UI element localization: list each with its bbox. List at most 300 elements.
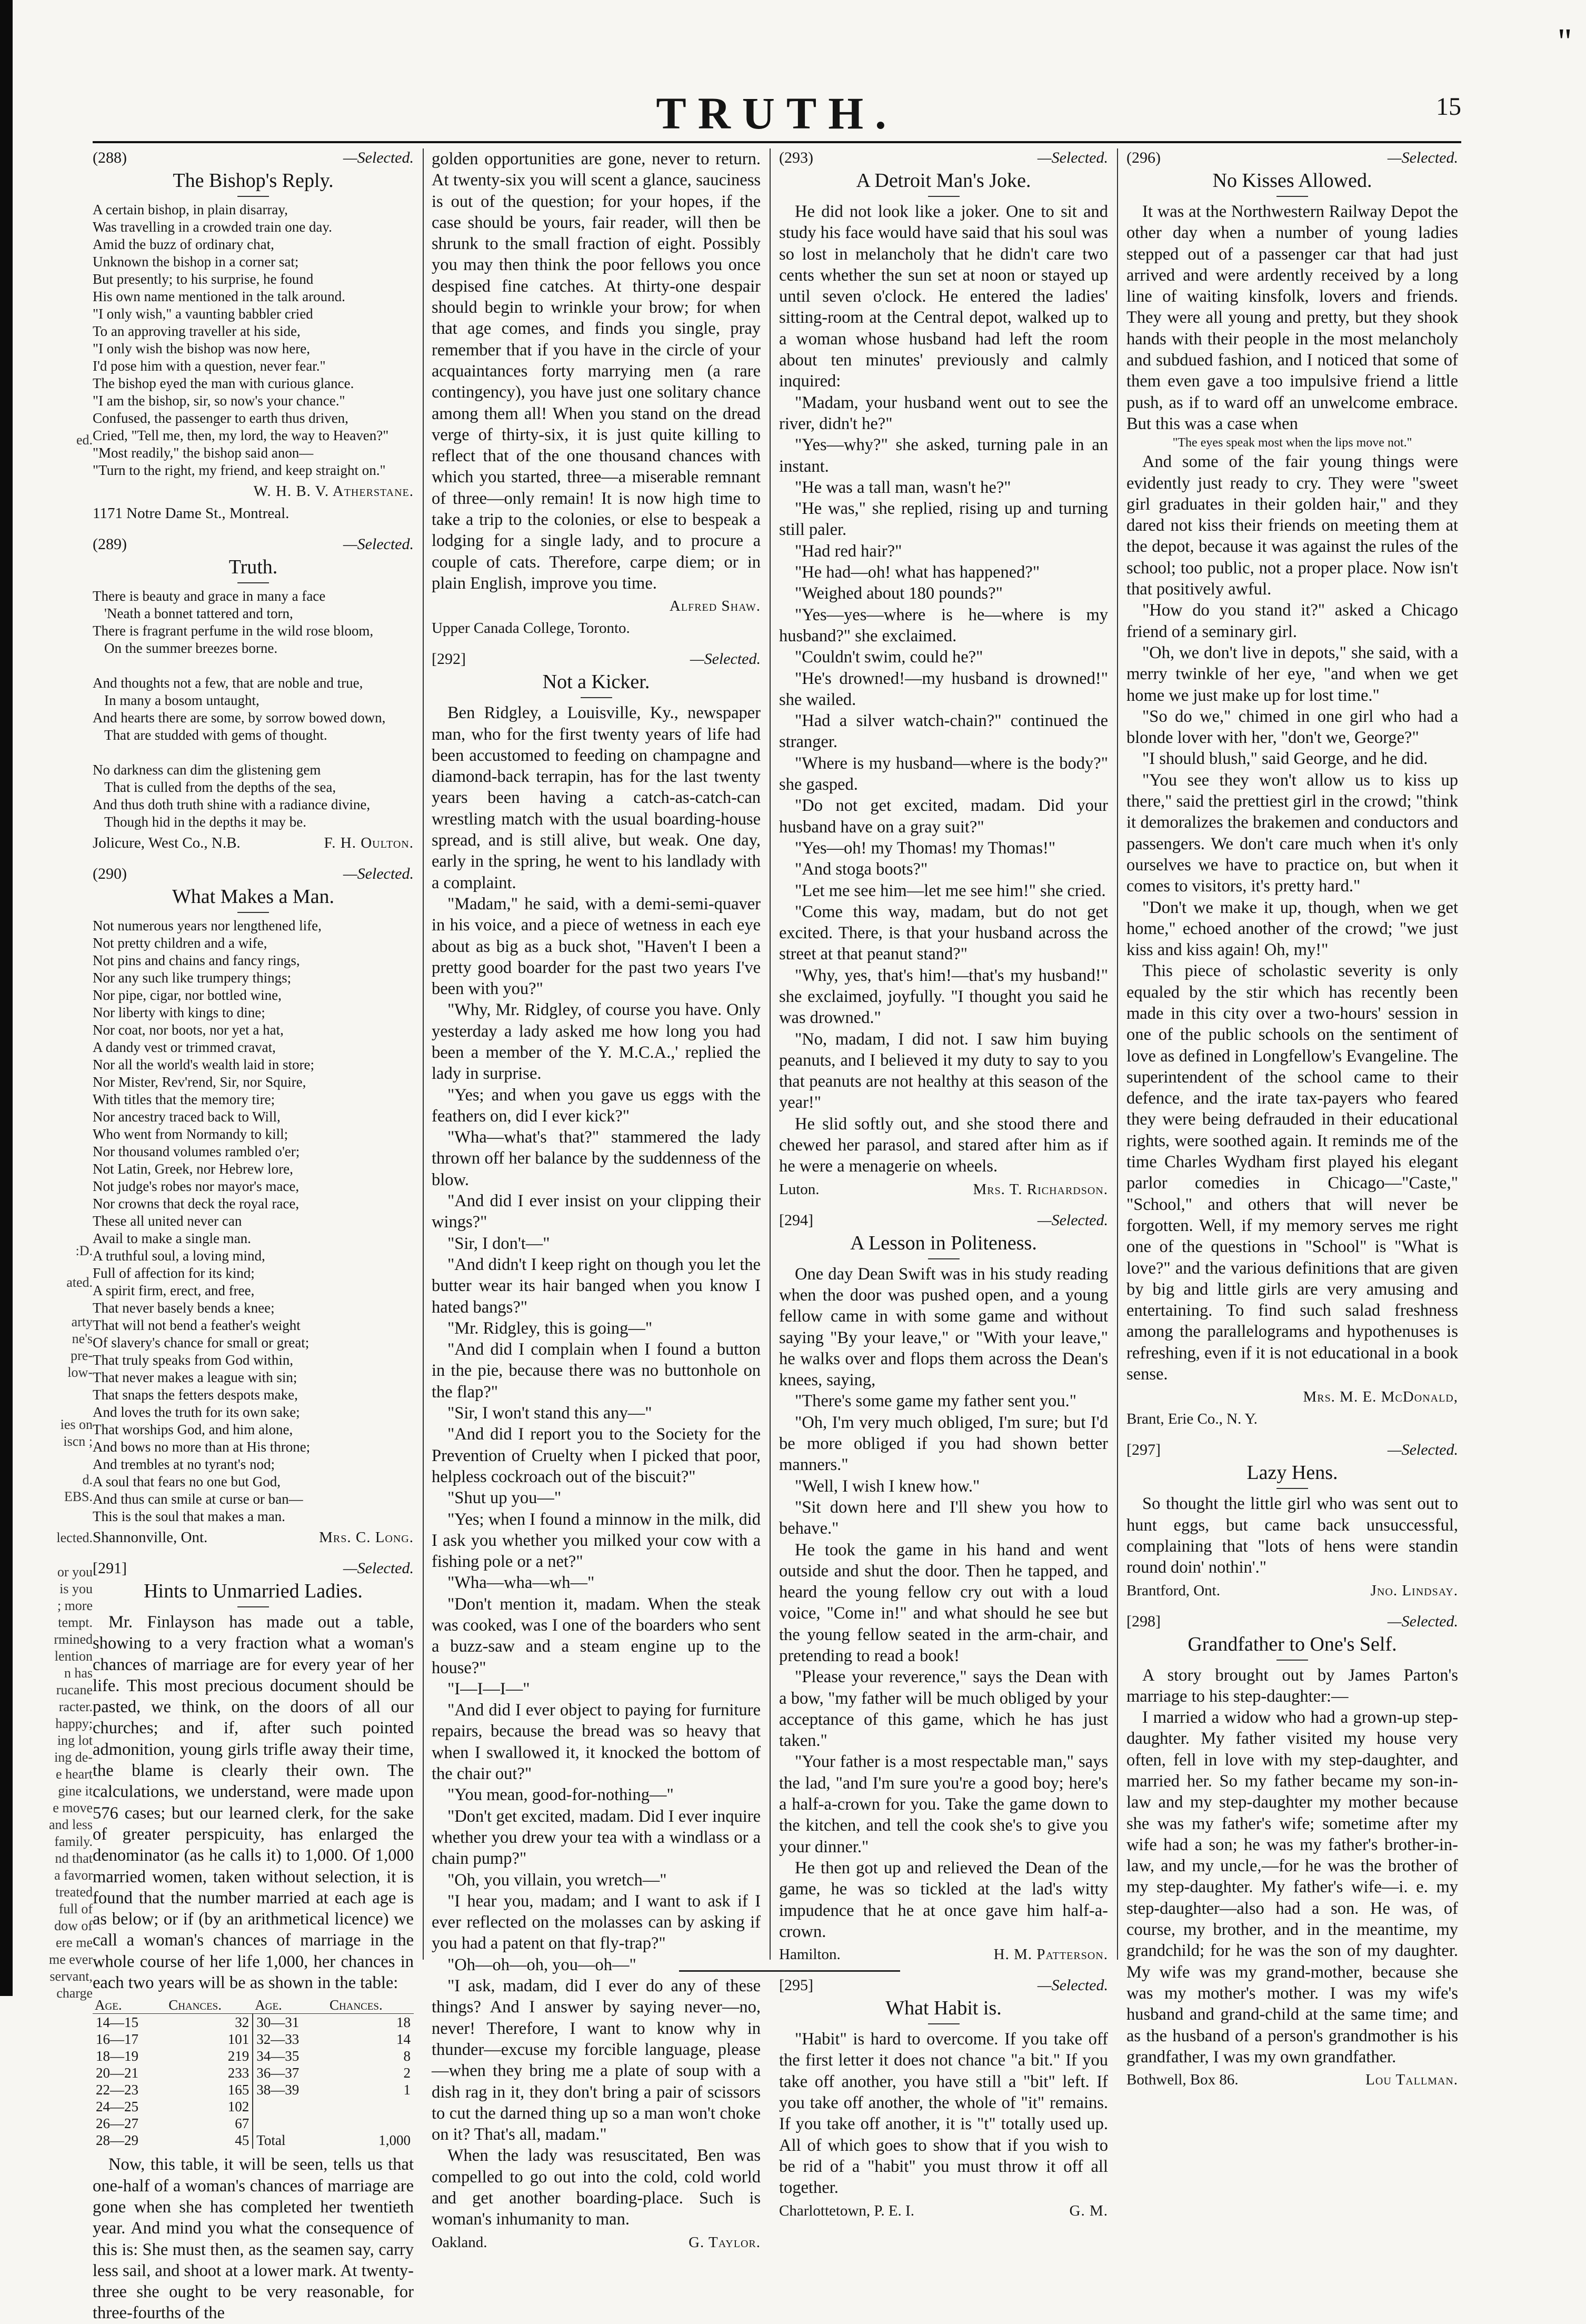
bleed-fragment: rmined: [54, 1632, 93, 1647]
article-number: (296): [1126, 149, 1161, 166]
table-cell: 2: [403, 2065, 411, 2081]
article-title: What Habit is.: [779, 1996, 1108, 2024]
poem-line: A spirit firm, erect, and free,: [93, 1283, 255, 1298]
bleed-fragment: e heart: [55, 1766, 93, 1782]
poem-line: Avail to make a single man.: [93, 1230, 251, 1246]
article-paragraph: "Had red hair?": [795, 541, 902, 561]
article-paragraph: "No, madam, I did not. I saw him buying peanuts, and I believed it my duty to say to you that peanuts are not healthy at this season of the year!": [779, 1029, 1108, 1113]
poem-line: Nor pipe, cigar, nor bottled wine,: [93, 987, 282, 1003]
article-paragraph: "Sir, I don't—": [447, 1234, 550, 1253]
poem-line: There is beauty and grace in many a face: [93, 588, 326, 604]
table-cell: 22—23: [96, 2082, 138, 2098]
article-paragraph: Now, this table, it will be seen, tells us that one-half of a woman's chances of marriage are gone when she has completed her twentieth year. And mind you what the consequence of this is: She must then, as the seamen say, carry less sail, and shoot at a lower mark. At twenty-three she ought to be very reasonable, for three-fourths of the: [93, 2155, 414, 2323]
table-row: [93, 2115, 414, 2132]
article-number: [294]: [779, 1211, 813, 1229]
article-header: [1126, 148, 1458, 167]
article-paragraph: "Wha—what's that?" stammered the lady thrown off her balance by the suddenness of the blow.: [432, 1128, 761, 1189]
author-name: Mrs. T. Richardson.: [973, 1180, 1108, 1198]
bleed-fragment: servant,: [49, 1969, 93, 1984]
signature: [1126, 1387, 1458, 1407]
bleed-fragment: a favor: [54, 1868, 93, 1883]
article-body: [779, 1264, 1108, 1943]
article-paragraph: "And did I ever object to paying for furniture repairs, because the bread was so heavy that when I swallowed it, it knocked the bottom of the chair out?": [432, 1701, 761, 1784]
bleed-fragment: racter.: [58, 1699, 93, 1714]
signature: [432, 596, 761, 616]
author-name: Mrs. M. E. McDonald,: [1303, 1388, 1458, 1406]
quoted-line: "The eyes speak most when the lips move not.": [1172, 436, 1412, 450]
article-paragraph: "I ask, madam, did I ever do any of these things? And I answer by saying never—no, never! Therefore, I want to know why in thunder—excuse my forcible language, please—when they bring me a plate of soup with a dish rag in it, they don't bring a pair of scissors to cut the darned thing up so a man won't choke on it? That's all, madam.": [432, 1977, 761, 2144]
poem-line: And thoughts not a few, that are noble and true,: [93, 675, 363, 691]
bleed-fragment: pre-: [71, 1348, 93, 1363]
article-paragraph: "Sit down here and I'll shew you how to behave.": [779, 1497, 1108, 1538]
poem-line: To an approving traveller at his side,: [93, 323, 301, 339]
table-cell: 67: [166, 2115, 253, 2132]
article-paragraph: "I hear you, madam; and I want to ask if I ever reflected on the molasses can by asking if you had a patent on that fly-trap?": [432, 1891, 761, 1953]
bleed-fragment: ; more: [57, 1598, 93, 1613]
article-paragraph: "Yes—yes—where is he—where is my husband?" she exclaimed.: [779, 605, 1108, 645]
article-number: (288): [93, 149, 127, 166]
poem-line: "Turn to the right, my friend, and keep straight on.": [93, 462, 386, 478]
poem-line: Nor thousand volumes rambled o'er;: [93, 1144, 300, 1159]
article-paragraph: "And stoga boots?": [795, 860, 928, 879]
article-number: (293): [779, 149, 813, 166]
author-location: Oakland.: [432, 2233, 487, 2251]
bleed-fragment: treated: [55, 1884, 93, 1900]
table-cell: 28—29: [96, 2132, 138, 2149]
table-cell: 38—39: [256, 2082, 300, 2098]
article-title: The Bishop's Reply.: [93, 168, 414, 197]
article-header: [779, 148, 1108, 167]
table-cell: 219: [166, 2048, 253, 2064]
bleed-fragment: ed.: [76, 432, 93, 448]
article-paragraph: "Don't get excited, madam. Did I ever inquire whether you drew your tea with a windlass or a chain pump?": [432, 1806, 761, 1869]
poem-line: [93, 657, 414, 674]
article-paragraph: "Yes—oh! my Thomas! my Thomas!": [795, 838, 1056, 858]
article-body: [779, 2029, 1108, 2198]
article-paragraph: "Habit" is hard to overcome. If you take off the first letter it does not chance "a bit." If you take off another, you have still a "bit" left. If you take off another, the whole of "it" remains. If you take off another, it is "t" totally used up. All of which goes to show that if you wish to be rid of a "habit" you must throw it off all together.: [779, 2030, 1108, 2198]
author-location: Shannonville, Ont.: [93, 1529, 208, 1546]
author-address: Brant, Erie Co., N. Y.: [1126, 1411, 1258, 1428]
bleed-fragment: arty: [71, 1314, 93, 1329]
poem-line: A soul that fears no one but God,: [93, 1474, 281, 1489]
poem-line: Nor coat, nor boots, nor yet a hat,: [93, 1022, 284, 1038]
bleed-fragment: lected.: [56, 1530, 93, 1545]
poem-line: Nor ancestry traced back to Will,: [93, 1109, 281, 1125]
author-location: Hamilton.: [779, 1946, 841, 1963]
bleed-fragment: and less: [48, 1817, 93, 1832]
page-number: 15: [1436, 93, 1461, 121]
article-paragraph: "You see they won't allow us to kiss up there," said the prettiest girl in the crowd; "think it demoralizes the brakemen and conductors and passengers. We don't care much when it's only ourselves we have to practice on, but when it comes to visitors, it's pretty hard.": [1126, 770, 1458, 896]
poem-line: That worships God, and him alone,: [93, 1422, 293, 1437]
article-paragraph: I married a widow who had a grown-up step-daughter. My father visited my house very often, fell in love with my step-daughter, and married her. So my father became my son-in-law and my step-daughter my mother because she was my father's wife; sometime after my wife had a son; he was my father's brother-in-law, and my uncle,—for he was the brother of my step-daughter. My father's wife—i. e. my step-daughter—also had a son. He was, of course, my brother, and in the meantime, my grandchild; for he was the son of my daughter. My wife was my grand-mother, because she was my mother's mother. I was my wife's husband and grand-child at the same time; and as the husband of a person's grandmother is his grandfather, I was my own grandfather.: [1126, 1708, 1458, 2067]
article-paragraph: One day Dean Swift was in his study reading when the door was pushed open, and a young fellow came in with some game and without saying "By your leave," or "With your leave," he walks over and flops them across the Dean's knees, saying,: [779, 1264, 1108, 1390]
article-paragraph: "He was a tall man, wasn't he?": [795, 478, 1011, 497]
poem-line: "I only wish," a vaunting babbler cried: [93, 306, 313, 322]
table-cell: [327, 2098, 414, 2115]
column-rule: [1117, 148, 1118, 1960]
article-paragraph: "He was," she replied, rising up and turning still paler.: [779, 499, 1108, 540]
poem-line: That is culled from the depths of the sea,: [104, 779, 336, 795]
article-hints-continued: [432, 148, 761, 638]
article-paragraph: "Weighed about 180 pounds?": [795, 584, 1003, 603]
article-paragraph: "And did I report you to the Society for the Prevention of Cruelty when I picked that poor, helpless cockroach out of the biscuit?": [432, 1425, 761, 1486]
table-cell: 36—37: [256, 2065, 300, 2081]
bleed-fragment: or you: [57, 1564, 93, 1580]
table-cell: [253, 2098, 327, 2115]
poem-line: Nor any such like trumpery things;: [93, 970, 292, 986]
article-header: [1126, 1441, 1458, 1459]
table-cell: Total: [256, 2132, 286, 2149]
bleed-fragment: ated.: [66, 1275, 93, 1290]
article-number: [291]: [93, 1560, 127, 1577]
article-paragraph: "Shut up you—": [447, 1488, 562, 1508]
article-what-makes-a-man: [93, 865, 414, 1547]
bleed-fragment: family.: [54, 1834, 93, 1849]
article-paragraph: "You mean, good-for-nothing—": [447, 1785, 674, 1805]
poem-line: But presently; to his surprise, he found: [93, 271, 314, 287]
signature: [93, 1527, 414, 1547]
poem-line: That never basely bends a knee;: [93, 1300, 275, 1316]
table-cell: 14: [396, 2031, 411, 2048]
article-paragraph: He then got up and relieved the Dean of the game, he was so tickled at the lad's witty impudence that he at once gave him half-a-crown.: [779, 1858, 1108, 1941]
author-location: Brantford, Ont.: [1126, 1582, 1220, 1599]
article-paragraph: "Yes; when I found a minnow in the milk, did I ask you whether you milked your cow with a fishing pole or a net?": [432, 1509, 761, 1572]
article-paragraph: "Where is my husband—where is the body?" she gasped.: [779, 753, 1108, 794]
poem-line: And thus can smile at curse or ban—: [93, 1491, 303, 1507]
signature: [779, 1944, 1108, 1964]
article-paragraph: "Your father is a most respectable man," says the lad, "and I'm sure you're a good boy; here's a half-a-crown for you. Take the game down to the kitchen, and tell the cook she's to give you your dinner.": [779, 1752, 1108, 1856]
poem-line: His own name mentioned in the talk around.: [93, 289, 345, 304]
selected-label: —Selected.: [343, 865, 414, 882]
table-cell: 30—31: [256, 2014, 300, 2031]
poem-line: And trembles at no tyrant's nod;: [93, 1456, 275, 1472]
column-rule: [423, 148, 424, 1960]
column-2: [432, 148, 761, 2251]
table-header-age: Age.: [93, 1997, 166, 2014]
column-rule: [770, 148, 771, 1960]
article-paragraph: "I should blush," said George, and he did.: [1142, 749, 1428, 769]
poem-line: Not Latin, Greek, nor Hebrew lore,: [93, 1161, 293, 1177]
article-title: A Lesson in Politeness.: [779, 1231, 1108, 1259]
article-lesson-in-politeness: [779, 1211, 1108, 1965]
selected-label: —Selected.: [1037, 1977, 1108, 1994]
selected-label: —Selected.: [1037, 1211, 1108, 1229]
article-body: [1126, 1665, 1458, 2068]
masthead-rule: [93, 141, 1461, 143]
article-header: [779, 1211, 1108, 1230]
article-title: Lazy Hens.: [1126, 1461, 1458, 1489]
author-name: Lou Tallman.: [1365, 2071, 1458, 2089]
bleed-fragment: n has: [64, 1665, 93, 1681]
poem-line: Who went from Normandy to kill;: [93, 1126, 288, 1142]
masthead: [93, 87, 1461, 138]
bleed-fragment: is you: [59, 1581, 93, 1596]
article-number: [295]: [779, 1977, 813, 1994]
article-paragraph: This piece of scholastic severity is only equaled by the stir which has recently been made in this city over a two-hours' session in one of the public schools on the sentiment of love as defined in Longfellow's Evangeline. The superintendent of the school came to their defence, and the irate tax-payers who feared they were being defrauded in their educational rights, were soothed again. It reminds me of the time Charles Wydham first played his elegant parlor comedies in Chicago—"Caste," "School," and others that will never be forgotten. Well, if my memory serves me right one of the questions in "School" is "What is love?" and the various definitions that are given by big and little girls are very amusing and entertaining. To find such salad freshness among the parallelograms and hypothenuses is refreshing, even if it is not educational in a book sense.: [1126, 961, 1458, 1384]
article-paragraph: Mr. Finlayson has made out a table, showing to a very fraction what a woman's chances of marriage are for every year of her life. This most precious document should be pasted, we think, on the doors of all our churches; and if, after such pointed admonition, young girls trifle away their time, the blame is clearly their own. The calculations, we understand, were made upon 576 cases; but our learned clerk, for the sake of greater perspicuity, has enlarged the denominator (as he calls it) to 1,000. Of 1,000 married women, taken without selection, it is found that the number married at each age is as below; or if (by an arithmetical licence) we call a woman's chances of marriage in the whole course of her life 1,000, her chances in each two years will be as shown in the table:: [93, 1613, 414, 1993]
poem-line: Nor all the world's wealth laid in store;: [93, 1057, 315, 1072]
poem-line: Not pretty children and a wife,: [93, 935, 267, 951]
article-paragraph: "I—I—I—": [447, 1679, 530, 1699]
poem-line: That snaps the fetters despots make,: [93, 1387, 298, 1403]
table-cell: 18—19: [96, 2048, 138, 2064]
selected-label: —Selected.: [1037, 149, 1108, 166]
article-paragraph: "And didn't I keep right on though you let the butter wear its hair banged when you know I hated bangs?": [432, 1255, 761, 1317]
author-name: F. H. Oulton.: [324, 835, 414, 851]
bleed-fragment: low-: [67, 1365, 93, 1380]
article-header: [432, 650, 761, 669]
table-cell: 101: [166, 2031, 253, 2048]
address: [93, 503, 414, 523]
author-name: G. Taylor.: [689, 2233, 761, 2251]
article-body: [432, 702, 761, 2230]
table-cell: 102: [166, 2098, 253, 2115]
poem-line: This is the soul that makes a man.: [93, 1508, 285, 1524]
poem-line: And loves the truth for its own sake;: [93, 1404, 300, 1420]
poem-line: And thus doth truth shine with a radiance divine,: [93, 797, 371, 812]
article-header: [93, 1559, 414, 1578]
author-name: W. H. B. V. Atherstane.: [253, 483, 414, 500]
table-cell: 1: [403, 2082, 411, 2098]
bleed-fragment: nd that: [55, 1851, 93, 1866]
article-paragraph: When the lady was resuscitated, Ben was compelled to go out into the cold, cold world and get another boarding-place. Such is woman's inhumanity to man.: [432, 2146, 761, 2229]
poem-line: Confused, the passenger to earth thus driven,: [93, 410, 348, 426]
article-paragraph: "Yes—why?" she asked, turning pale in an instant.: [779, 435, 1108, 476]
author-location: Charlottetown, P. E. I.: [779, 2202, 914, 2219]
poem-line: The bishop eyed the man with curious glance.: [93, 375, 354, 391]
article-header: [93, 865, 414, 883]
bleed-fragment: d.: [82, 1472, 93, 1487]
bleed-fragment: gine it: [58, 1783, 93, 1799]
article-paragraph: A story brought out by James Parton's marriage to his step-daughter:—: [1126, 1665, 1458, 1706]
address: [432, 618, 761, 638]
table-cell: [327, 2115, 414, 2132]
article-number: [292]: [432, 650, 466, 668]
author-name: Mrs. C. Long.: [319, 1529, 414, 1546]
article-paragraph: "Let me see him—let me see him!" she cried.: [795, 881, 1106, 900]
table-header-chances: Chances.: [327, 1997, 414, 2014]
corner-marks: '': [1558, 22, 1572, 62]
poem-line: Nor crowns that deck the royal race,: [93, 1196, 300, 1211]
article-paragraph: "Don't we make it up, though, when we get home," echoed another of the crowd; "we just kiss and kiss again! Oh, my!": [1126, 898, 1458, 960]
bleed-fragment: e move: [53, 1800, 93, 1815]
poem-body: [93, 201, 414, 479]
bleed-fragment: dow of: [54, 1918, 93, 1933]
poem-line: On the summer breezes borne.: [104, 640, 278, 656]
selected-label: —Selected.: [1387, 1612, 1458, 1630]
table-row: [93, 2132, 414, 2149]
article-paragraph: "Wha—wha—wh—": [447, 1573, 595, 1593]
article-paragraph: "And did I ever insist on your clipping their wings?": [432, 1191, 761, 1232]
article-paragraph: "So do we," chimed in one girl who had a blonde lover with her, "don't we, George?": [1126, 707, 1458, 748]
table-cell: 165: [166, 2081, 253, 2098]
article-body: [1126, 451, 1458, 1385]
article-paragraph: golden opportunities are gone, never to return. At twenty-six you will scent a glance, sauciness is out of the question; for your hopes, if the case should be yours, fair reader, will then be shrunk to the small fraction of eight. Possibly you may then think the poor fellows you once despised fine catches. At thirty-one despair should begin to wrinkle your brow; for when that age comes, and finds you single, pray remember that if you have in the circle of your acquaintances forty marrying men (a rare contingency), you have just one solitary chance among them all! When you stand on the dread verge of thirty-six, it is just quite killing to reflect that of the one thousand chances with which you started, three—a miserable remnant of three—only remain! It is now high time to take a trip to the colonies, or else to bespeak a lodging for a single lady, and to procure a couple of cats. Therefore, carpe diem; or in plain English, improve you time.: [432, 150, 761, 593]
table-cell: 20—21: [96, 2065, 138, 2081]
article-paragraph: "Had a silver watch-chain?" continued the stranger.: [779, 711, 1108, 752]
bleed-fragment: ne's: [72, 1331, 93, 1346]
article-number: (289): [93, 535, 127, 553]
article-body: [779, 201, 1108, 1177]
selected-label: —Selected.: [343, 149, 414, 166]
article-title: What Makes a Man.: [93, 885, 414, 913]
signature: [1126, 1581, 1458, 1601]
article-body: [1126, 201, 1458, 434]
article-paragraph: "Why, Mr. Ridgley, of course you have. Only yesterday a lady asked me how long you had been a member of the Y. M.C.A.,' replied the lady in surprise.: [432, 1000, 761, 1084]
article-lazy-hens: [1126, 1441, 1458, 1600]
article-header: [779, 1976, 1108, 1995]
signature: [1126, 2070, 1458, 2090]
poem-line: Nor Mister, Rev'rend, Sir, nor Squire,: [93, 1074, 306, 1090]
bleed-fragment: tempt.: [58, 1615, 93, 1630]
poem-line: These all united never can: [93, 1213, 242, 1229]
table-cell: 8: [403, 2048, 411, 2064]
article-paragraph: "Come this way, madam, but do not get excited. There, is that your husband across the street at that peanut stand?": [779, 902, 1108, 964]
poem-line: 'Neath a bonnet tattered and torn,: [104, 605, 293, 621]
poem-line: Of slavery's chance for small or great;: [93, 1335, 310, 1350]
author-address: Upper Canada College, Toronto.: [432, 620, 630, 637]
article-paragraph: So thought the little girl who was sent out to hunt eggs, but came back unsuccessful, complaining that "lots of hens were standin round doin' nothin'.": [1126, 1494, 1458, 1577]
author-name: Jno. Lindsay.: [1370, 1582, 1458, 1599]
article-paragraph: "Oh, you villain, you wretch—": [447, 1870, 667, 1890]
poem-line: Not pins and chains and fancy rings,: [93, 952, 300, 968]
poem-line: Not numerous years nor lengthened life,: [93, 918, 322, 933]
column-1: [93, 148, 414, 2323]
poem-line: A truthful soul, a loving mind,: [93, 1248, 265, 1264]
poem-line: Not judge's robes nor mayor's mace,: [93, 1178, 300, 1194]
poem-line: "I am the bishop, sir, so now's your chance.": [93, 393, 345, 409]
poem-line: That will not bend a feather's weight: [93, 1317, 301, 1333]
article-paragraph: "And did I complain when I found a button in the pie, because there was no buttonhole on the flap?": [432, 1340, 761, 1402]
article-paragraph: "Sir, I won't stand this any—": [447, 1404, 652, 1423]
article-title: No Kisses Allowed.: [1126, 168, 1458, 197]
article-paragraph: "Do not get excited, madam. Did your husband have on a gray suit?": [779, 796, 1108, 837]
signature: [779, 2201, 1108, 2221]
signature: [93, 833, 414, 853]
table-row: [93, 2081, 414, 2098]
bleed-fragment: EBS.: [64, 1489, 93, 1504]
poem-line: That never makes a league with sin;: [93, 1369, 297, 1385]
poem-line: I'd pose him with a question, never fear.": [93, 358, 326, 374]
author-name: Alfred Shaw.: [669, 598, 761, 615]
table-body: [93, 2014, 414, 2149]
article-paragraph: He took the game in his hand and went outside and shut the door. Then he tapped, and heard the young fellow cry out with a loud voice, "Come in!" and what should he see but the young fellow seated in the arm-chair, and pretending to read a book!: [779, 1540, 1108, 1665]
article-paragraph: "How do you stand it?" asked a Chicago friend of a seminary girl.: [1126, 601, 1458, 641]
address: [1126, 1409, 1458, 1429]
poem-line: Full of affection for its kind;: [93, 1265, 255, 1281]
article-grandfather-to-ones-self: [1126, 1612, 1458, 2090]
poem-line: A certain bishop, in plain disarray,: [93, 202, 288, 217]
table-cell: 26—27: [96, 2116, 138, 2132]
article-paragraph: "Don't mention it, madam. When the steak was cooked, was I one of the boarders who sent a buzz-saw and a steam engine up to the house?": [432, 1594, 761, 1677]
bleed-fragment: happy;: [55, 1716, 93, 1731]
poem-line: [93, 744, 414, 761]
article-paragraph: "Well, I wish I knew how.": [795, 1476, 980, 1496]
article-header: [93, 148, 414, 167]
bleed-fragment: charge: [56, 1985, 93, 2001]
article-paragraph: "He's drowned!—my husband is drowned!" she wailed.: [779, 669, 1108, 709]
masthead-title: TRUTH.: [656, 88, 898, 138]
poem-line: "I only wish the bishop was now here,: [93, 341, 310, 356]
table-cell: 45: [166, 2132, 253, 2149]
article-paragraph: "There's some game my father sent you.": [795, 1392, 1077, 1411]
bleed-fragment: me ever: [48, 1952, 93, 1967]
table-cell: 14—15: [96, 2014, 138, 2031]
article-paragraph: "Please your reverence," says the Dean with a bow, "my father will be much obliged by your acceptance of this game, which he has just taken.": [779, 1667, 1108, 1751]
article-title: Grandfather to One's Self.: [1126, 1632, 1458, 1661]
author-location: Jolicure, West Co., N.B.: [93, 835, 241, 851]
bleed-fragment: rucane: [56, 1682, 93, 1697]
poem-line: A dandy vest or trimmed cravat,: [93, 1039, 276, 1055]
poem-body: [93, 917, 414, 1525]
article-paragraph: He did not look like a joker. One to sit and study his face would have said that his soul was so lost in melancholy that he didn't care two cents whether the sun set at noon or stayed up until seven o'clock. He entered the ladies' sitting-room at the Central depot, walked up to a woman whose husband had left the room about ten minutes' previously and calmly inquired:: [779, 202, 1108, 391]
signature: [93, 481, 414, 501]
poem-line: No darkness can dim the glistening gem: [93, 762, 321, 778]
poem-line: Was travelling in a crowded train one day.: [93, 219, 332, 235]
table-row: [93, 2031, 414, 2048]
poem-line: And hearts there are some, by sorrow bowed down,: [93, 710, 386, 726]
article-paragraph: "Oh, we don't live in depots," she said, with a merry twinkle of her eye, "and when we get home we just make up for lost time.": [1126, 643, 1458, 705]
article-hints-to-unmarried-ladies: [93, 1559, 414, 2324]
table-cell: 24—25: [96, 2099, 138, 2115]
article-header: [93, 535, 414, 554]
marriage-chances-table: [93, 1997, 414, 2149]
article-paragraph: Ben Ridgley, a Louisville, Ky., newspaper man, who for the first twenty years of life had been accustomed to feeding on champagne and diamond-back terrapin, has for the last twenty years been having a catch-as-catch-can wrestling match with the usual boarding-house spread, and is still alive, but weak. One day, early in the spring, he went to his landlady with a complaint.: [432, 703, 761, 892]
table-header-chances: Chances.: [166, 1997, 253, 2014]
article-not-a-kicker: [432, 650, 761, 2252]
column-3: [779, 148, 1108, 2219]
article-paragraph: "Oh, I'm very much obliged, I'm sure; but I'd be more obliged if you had shown better manners.": [779, 1413, 1108, 1475]
article-header: [1126, 1612, 1458, 1631]
poem-line: There is fragrant perfume in the wild rose bloom,: [93, 623, 374, 639]
article-paragraph: And some of the fair young things were evidently just ready to cry. They were "sweet girl graduates in their golden hair," and they dared not kiss their friends on meeting them at the depot, because it was against the rules of the school; too public, not a proper place. Now isn't that positively awful.: [1126, 452, 1458, 599]
table-row: [93, 2014, 414, 2031]
author-location: Luton.: [779, 1180, 820, 1198]
article-no-kisses-allowed: [1126, 148, 1458, 1429]
article-paragraph: "Why, yes, that's him!—that's my husband!" she exclaimed, joyfully. "I thought you said he was drowned.": [779, 966, 1108, 1028]
table-row: [93, 2064, 414, 2081]
bleed-fragment: lention: [54, 1648, 93, 1664]
author-name: G. M.: [1069, 2202, 1108, 2219]
article-paragraph: "Madam," he said, with a demi-semi-quaver in his voice, and a piece of wetness in each eye about as big as a buck shot, "Haven't I been a pretty good boarder for the past two years I've been with you?": [432, 894, 761, 999]
article-number: [297]: [1126, 1441, 1161, 1459]
poem-line: Amid the buzz of ordinary chat,: [93, 236, 274, 252]
article-number: [298]: [1126, 1612, 1161, 1630]
article-title: Hints to Unmarried Ladies.: [93, 1579, 414, 1607]
bleed-fragment: full of: [58, 1901, 93, 1916]
poem-line: Nor liberty with kings to dine;: [93, 1005, 265, 1020]
article-paragraph: He slid softly out, and she stood there and chewed her parasol, and stared after him as if he were a menagerie on wheels.: [779, 1114, 1108, 1176]
selected-label: —Selected.: [690, 650, 761, 668]
article-number: (290): [93, 865, 127, 882]
table-cell: 34—35: [256, 2048, 300, 2064]
selected-label: —Selected.: [343, 535, 414, 553]
table-row: [93, 2098, 414, 2115]
selected-label: —Selected.: [343, 1560, 414, 1577]
bleed-fragment: ere me: [55, 1935, 93, 1950]
selected-label: —Selected.: [1387, 149, 1458, 166]
author-name: H. M. Patterson.: [993, 1946, 1108, 1963]
article-what-habit-is: [779, 1976, 1108, 2220]
bleed-fragment: :D.: [75, 1243, 93, 1258]
article-paragraph: "Mr. Ridgley, this is going—": [447, 1318, 653, 1338]
article-paragraph: "Oh—oh—oh, you—oh—": [447, 1955, 636, 1974]
bottom-rule: [679, 1970, 900, 1972]
poem-line: That are studded with gems of thought.: [104, 727, 327, 743]
selected-label: —Selected.: [1387, 1441, 1458, 1459]
author-address: 1171 Notre Dame St., Montreal.: [93, 505, 290, 522]
poem-body: [93, 588, 414, 831]
